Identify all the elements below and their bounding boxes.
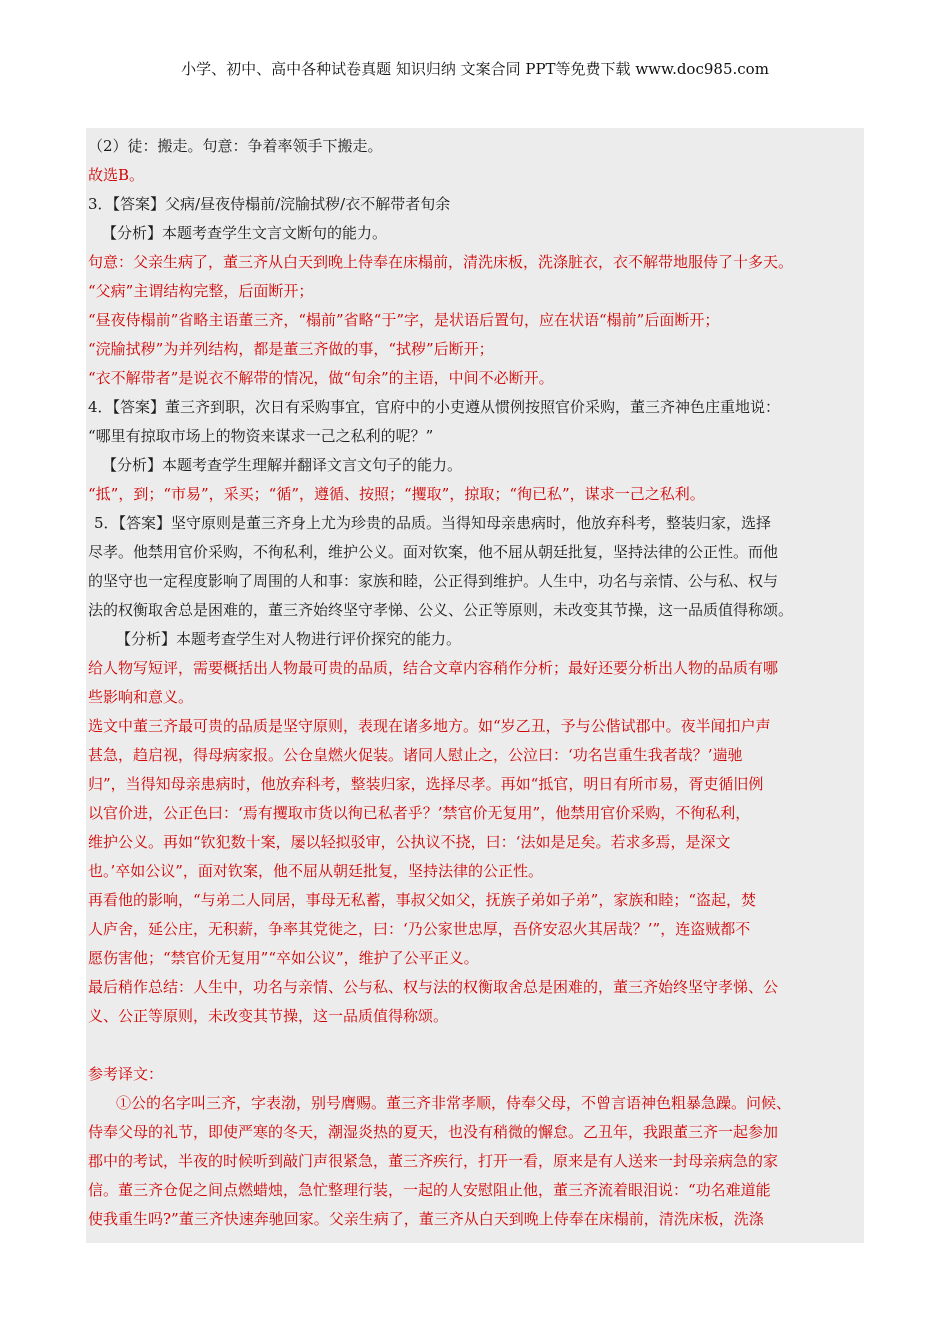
text-line: 法的权衡取舍总是困难的，董三齐始终坚守孝悌、公义、公正等原则，未改变其节操，这一品质值得称颂。 — [88, 601, 794, 619]
text-line: “昼夜侍榻前”省略主语董三齐，“榻前”省略“于”字，是状语后置句，应在状语“榻前”后面断开； — [88, 311, 720, 329]
text-line: 维护公义。再如“钦犯数十案，屡以轻拟驳审，公执议不挠，曰：‘法如是足矣。若求多焉，是深文 — [88, 833, 731, 851]
analysis-5: 【分析】本题考查学生对人物进行评价探究的能力。 — [116, 630, 462, 648]
text-line: “抵”，到；“市易”，采买；“循”，遵循、按照；“攫取”，掠取；“徇已私”，谋求一己之私利。 — [88, 485, 705, 503]
text-line: “衣不解带者”是说衣不解带的情况，做“旬余”的主语，中间不必断开。 — [88, 369, 554, 387]
text-line: 愿伤害他；“禁官价无复用”“卒如公议”，维护了公平正义。 — [88, 949, 479, 967]
text-line: 义、公正等原则，未改变其节操，这一品质值得称颂。 — [88, 1007, 449, 1025]
text-line: （2）徒：搬走。句意：争着率领手下搬走。 — [88, 137, 383, 155]
text-line: 最后稍作总结：人生中，功名与亲情、公与私、权与法的权衡取舍总是困难的，董三齐始终坚守孝悌、公 — [88, 978, 779, 996]
text-line: 归”，当得知母亲患病时，他放弃科考，整装归家，选择尽孝。再如“抵官，明日有所市易，胥吏循旧例 — [88, 775, 764, 793]
analysis-3: 【分析】本题考查学生文言文断句的能力。 — [102, 224, 388, 242]
translation-heading: 参考译文： — [88, 1065, 164, 1083]
text-line: 再看他的影响，“与弟二人同居，事母无私蓄，事叔父如父，抚族子弟如子弟”，家族和睦；“盗起，焚 — [88, 891, 757, 909]
analysis-4: 【分析】本题考查学生理解并翻译文言文句子的能力。 — [102, 456, 463, 474]
answer-3: 3．【答案】父病/昼夜侍榻前/浣牏拭秽/衣不解带者旬余 — [88, 195, 451, 213]
text-line: 尽孝。他禁用官价采购，不徇私利，维护公义。面对钦案，他不屈从朝廷批复，坚持法律的公正性。而他 — [88, 543, 779, 561]
spacer — [88, 1031, 868, 1060]
translation-line: 侍奉父母的礼节，即使严寒的冬天，潮湿炎热的夏天，也没有稍微的懈怠。乙丑年，我跟董三齐一起参加 — [88, 1123, 779, 1141]
translation-line: 使我重生吗?”董三齐快速奔驰回家。父亲生病了，董三齐从白天到晚上侍奉在床榻前，清洗床板，洗涤 — [88, 1210, 764, 1228]
translation-line: ①公的名字叫三齐，字表渤，别号膺赐。董三齐非常孝顺，侍奉父母，不曾言语神色粗暴急躁。问候、 — [116, 1094, 792, 1112]
text-line: “哪里有掠取市场上的物资来谋求一己之私利的呢？” — [88, 427, 434, 445]
translation-line: 信。董三齐仓促之间点燃蜡烛，急忙整理行装，一起的人安慰阻止他，董三齐流着眼泪说：“功名难道能 — [88, 1181, 771, 1199]
text-line: 人庐舍，延公庄，无积薪，争率其党徙之，曰：‘乃公家世忠厚，吾侪安忍火其居哉？’”，连盗贼都不 — [88, 920, 751, 938]
answer-4: 4．【答案】董三齐到职，次日有采购事宜，官府中的小吏遵从惯例按照官价采购，董三齐神色庄重地说： — [88, 398, 781, 416]
text-line: “父病”主谓结构完整，后面断开； — [88, 282, 314, 300]
text-line: 以官价进，公正色曰：‘焉有攫取市货以徇已私者乎？’禁官价无复用”，他禁用官价采购，不徇私利， — [88, 804, 751, 822]
text-line: 的坚守也一定程度影响了周围的人和事：家族和睦，公正得到维护。人生中，功名与亲情、公与私、权与 — [88, 572, 779, 590]
text-line: “浣牏拭秽”为并列结构，都是董三齐做的事，“拭秽”后断开； — [88, 340, 494, 358]
page-header: 小学、初中、高中各种试卷真题 知识归纳 文案合同 PPT等免费下载 www.doc985.com — [181, 60, 769, 78]
translation-line: 郡中的考试，半夜的时候听到敲门声很紧急，董三齐疾行，打开一看，原来是有人送来一封母亲病急的家 — [88, 1152, 779, 1170]
answer-content — [88, 132, 868, 1234]
text-line: 故选B。 — [88, 166, 145, 184]
answer-5: 5．【答案】坚守原则是董三齐身上尤为珍贵的品质。当得知母亲患病时，他放弃科考，整装归家，选择 — [94, 514, 772, 532]
text-line: 甚急，趋启视，得母病家报。公仓皇燃火促装。诸同人慰止之，公泣曰：‘功名岂重生我者哉？’遄驰 — [88, 746, 743, 764]
text-line: 选文中董三齐最可贵的品质是坚守原则，表现在诸多地方。如“岁乙丑，予与公偕试郡中。夜半闻扣户声 — [88, 717, 771, 735]
text-line: 句意：父亲生病了，董三齐从白天到晚上侍奉在床榻前，清洗床板，洗涤脏衣，衣不解带地服侍了十多天。 — [88, 253, 794, 271]
text-line: 给人物写短评，需要概括出人物最可贵的品质，结合文章内容稍作分析；最好还要分析出人物的品质有哪 — [88, 659, 779, 677]
text-line: 也。’卒如公议”，面对钦案，他不屈从朝廷批复，坚持法律的公正性。 — [88, 862, 543, 880]
text-line: 些影响和意义。 — [88, 688, 194, 706]
